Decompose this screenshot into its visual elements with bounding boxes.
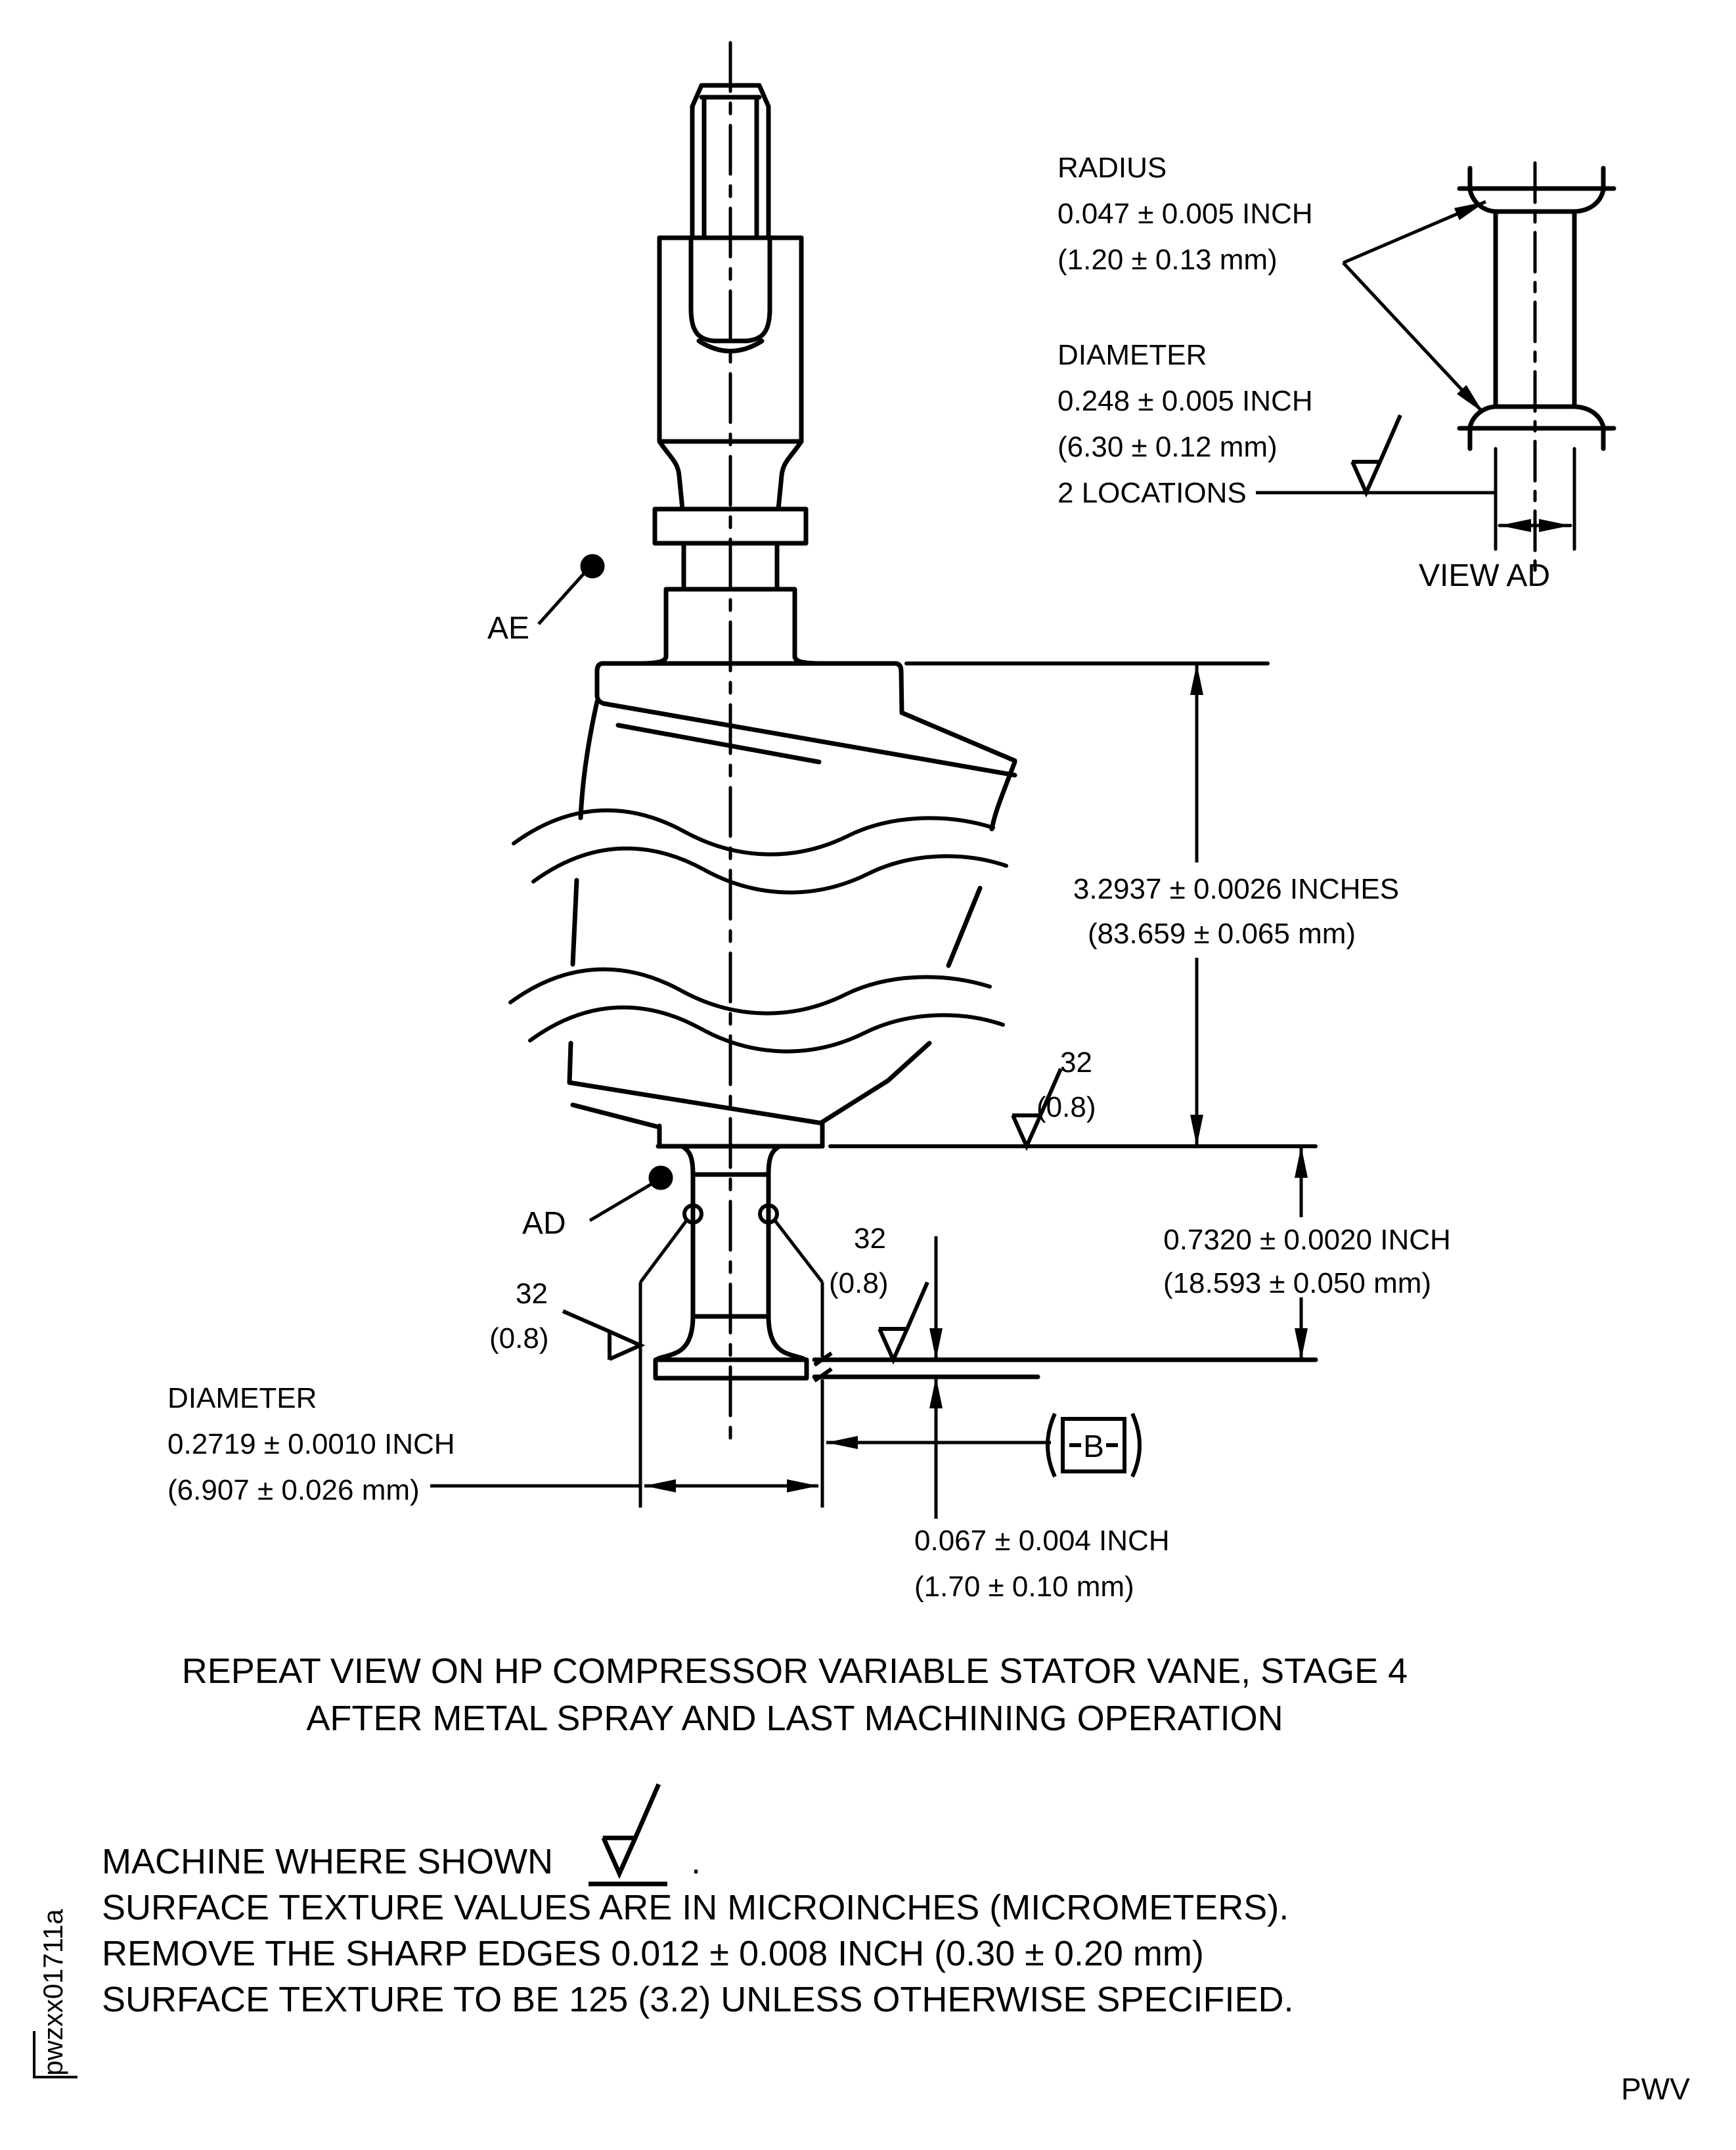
surface-values-note: SURFACE TEXTURE VALUES ARE IN MICROINCHES (MICROMETERS). — [102, 1888, 1289, 1927]
annotations — [34, 152, 1690, 2106]
break-lines — [510, 811, 1006, 1052]
roughness-callout-side — [489, 1278, 548, 1355]
ad-label: AD — [522, 1206, 566, 1241]
roughness-value: 32 — [1060, 1046, 1092, 1079]
spray-thickness-line2: (1.70 ± 0.10 mm) — [914, 1571, 1134, 1603]
datum-b-label: B — [1082, 1429, 1105, 1464]
roughness-callout-strip — [829, 1222, 888, 1299]
stem-diameter-line4: 2 LOCATIONS — [1057, 477, 1247, 509]
button-height-line2: (18.593 ± 0.050 mm) — [1163, 1267, 1432, 1299]
page-code: PWV — [1621, 2072, 1690, 2106]
roughness-value: 32 — [516, 1278, 548, 1310]
trunnion-diameter-line2: 0.2719 ± 0.0010 INCH — [167, 1428, 455, 1460]
vane-platform — [597, 663, 1015, 775]
trunnion-diameter-line3: (6.907 ± 0.026 mm) — [167, 1474, 420, 1506]
roughness-symbol-side — [563, 1311, 640, 1360]
stem-diameter-line2: 0.248 ± 0.005 INCH — [1057, 385, 1313, 417]
roughness-value: 32 — [854, 1222, 886, 1255]
machine-note-prefix: MACHINE WHERE SHOWN — [102, 1842, 553, 1881]
radius-arrows — [1343, 202, 1486, 413]
metal-spray-strip — [814, 1360, 1316, 1377]
stem-diameter-line3: (6.30 ± 0.12 mm) — [1057, 431, 1278, 463]
ae-label: AE — [487, 611, 530, 646]
roughness-symbol-view-ad — [1352, 415, 1400, 493]
repeat-note-line2: AFTER METAL SPRAY AND LAST MACHINING OPERATION — [306, 1699, 1283, 1738]
view-ad-detail — [1459, 163, 1614, 570]
ad-leader-dot — [650, 1167, 671, 1188]
trunnion-diameter-line1: DIAMETER — [167, 1382, 317, 1414]
vane-height-line1: 3.2937 ± 0.0026 INCHES — [1073, 873, 1400, 905]
roughness-metric: (0.8) — [829, 1267, 889, 1299]
vane-airfoil — [569, 702, 1015, 1146]
radius-callout-line3: (1.20 ± 0.13 mm) — [1057, 244, 1278, 276]
radius-callout-line2: 0.047 ± 0.005 INCH — [1057, 198, 1313, 230]
vane-height-line2: (83.659 ± 0.065 mm) — [1087, 918, 1356, 950]
surface-default-note: SURFACE TEXTURE TO BE 125 (3.2) UNLESS OTHERWISE SPECIFIED. — [102, 1980, 1294, 2019]
roughness-metric: (0.8) — [1036, 1091, 1096, 1123]
figure-code: pwzxx01711a — [37, 1909, 68, 2076]
radius-callout-line1: RADIUS — [1057, 152, 1167, 184]
view-ad-label: VIEW AD — [1419, 558, 1551, 593]
stem-diameter-line1: DIAMETER — [1057, 339, 1207, 371]
dimension-trunnion-diameter — [430, 1220, 832, 1508]
repeat-note-line1: REPEAT VIEW ON HP COMPRESSOR VARIABLE STATOR VANE, STAGE 4 — [181, 1651, 1408, 1691]
roughness-callout-shelf — [1036, 1046, 1096, 1123]
datum-b-paren-left — [1048, 1414, 1055, 1477]
ae-leader — [539, 556, 603, 624]
ae-leader-dot — [582, 556, 603, 577]
remove-edges-note: REMOVE THE SHARP EDGES 0.012 ± 0.008 INCH (0.30 ± 0.20 mm) — [102, 1934, 1204, 1973]
datum-b-paren-right — [1132, 1414, 1140, 1477]
ad-leader — [590, 1167, 671, 1221]
machine-note-suffix: . — [691, 1842, 701, 1881]
spray-thickness-line1: 0.067 ± 0.004 INCH — [914, 1525, 1170, 1557]
roughness-metric: (0.8) — [489, 1322, 549, 1355]
machine-note-symbol — [589, 1784, 667, 1884]
button-height-line1: 0.7320 ± 0.0020 INCH — [1163, 1224, 1451, 1256]
